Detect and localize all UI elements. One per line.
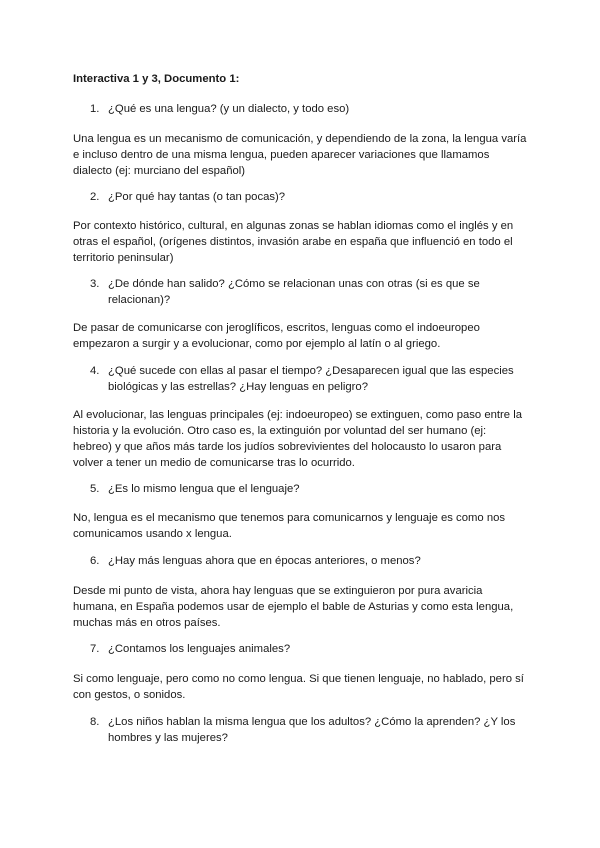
answer-paragraph: Una lengua es un mecanismo de comunicación, y dependiendo de la zona, la lengua varía e incluso dentro de una misma lengua, pueden aparecer variaciones que llamamos dialecto (ej: murciano del español) — [73, 133, 527, 177]
question-number: 2. — [90, 191, 100, 203]
question-item — [90, 481, 530, 497]
question-item — [90, 189, 530, 205]
question-text: ¿Hay más lenguas ahora que en épocas anteriores, o menos? — [108, 555, 421, 567]
answer-paragraph: Desde mi punto de vista, ahora hay lenguas que se extinguieron por pura avaricia humana, en España podemos usar de ejemplo el bable de Asturias y como esta lengua, muchas más en otros países. — [73, 585, 514, 629]
question-text: ¿Es lo mismo lengua que el lenguaje? — [108, 483, 300, 495]
question-text: ¿Qué es una lengua? (y un dialecto, y todo eso) — [108, 103, 350, 115]
question-text: ¿Contamos los lenguajes animales? — [108, 643, 291, 655]
question-text: ¿Por qué hay tantas (o tan pocas)? — [108, 191, 286, 203]
question-number: 6. — [90, 555, 100, 567]
question-number: 7. — [90, 643, 100, 655]
question-number: 3. — [90, 278, 100, 290]
answer-paragraph: Al evolucionar, las lenguas principales (ej: indoeuropeo) se extinguen, como paso entre la historia y la evolución. Otro caso es, la extinguión por voluntad del ser humano (ej: hebreo) y que años más tarde los judíos sobrevivientes del holocausto lo usaron para volver a tener un medio de comunicarse tras lo ocurrido. — [73, 409, 523, 469]
question-number: 5. — [90, 483, 100, 495]
question-item — [90, 553, 530, 569]
question-item — [90, 101, 530, 117]
question-text: ¿Los niños hablan la misma lengua que los adultos? ¿Cómo la aprenden? ¿Y los hombres y las mujeres? — [108, 716, 516, 744]
document-title: Interactiva 1 y 3, Documento 1: — [73, 73, 240, 85]
question-item — [90, 276, 530, 308]
answer-paragraph: No, lengua es el mecanismo que tenemos para comunicarnos y lenguaje es como nos comunicamos usando x lengua. — [73, 512, 506, 540]
question-number: 8. — [90, 716, 100, 728]
answer-paragraph: Por contexto histórico, cultural, en algunas zonas se hablan idiomas como el inglés y en otras el español, (orígenes distintos, invasión arabe en españa que influenció en todo el territorio peninsular) — [73, 220, 514, 264]
question-number: 1. — [90, 103, 100, 115]
question-item — [90, 714, 530, 746]
question-item — [90, 363, 530, 395]
answer-paragraph: De pasar de comunicarse con jeroglíficos, escritos, lenguas como el indoeuropeo empezaron a surgir y a evolucionar, como por ejemplo al latín o al griego. — [73, 322, 480, 350]
question-number: 4. — [90, 365, 100, 377]
question-text: ¿De dónde han salido? ¿Cómo se relacionan unas con otras (si es que se relacionan)? — [108, 278, 480, 306]
question-item — [90, 641, 530, 657]
question-text: ¿Qué sucede con ellas al pasar el tiempo? ¿Desaparecen igual que las especies biológicas y las estrellas? ¿Hay lenguas en peligro? — [108, 365, 514, 393]
answer-paragraph: Si como lenguaje, pero como no como lengua. Si que tienen lenguaje, no hablado, pero sí con gestos, o sonidos. — [73, 673, 524, 701]
